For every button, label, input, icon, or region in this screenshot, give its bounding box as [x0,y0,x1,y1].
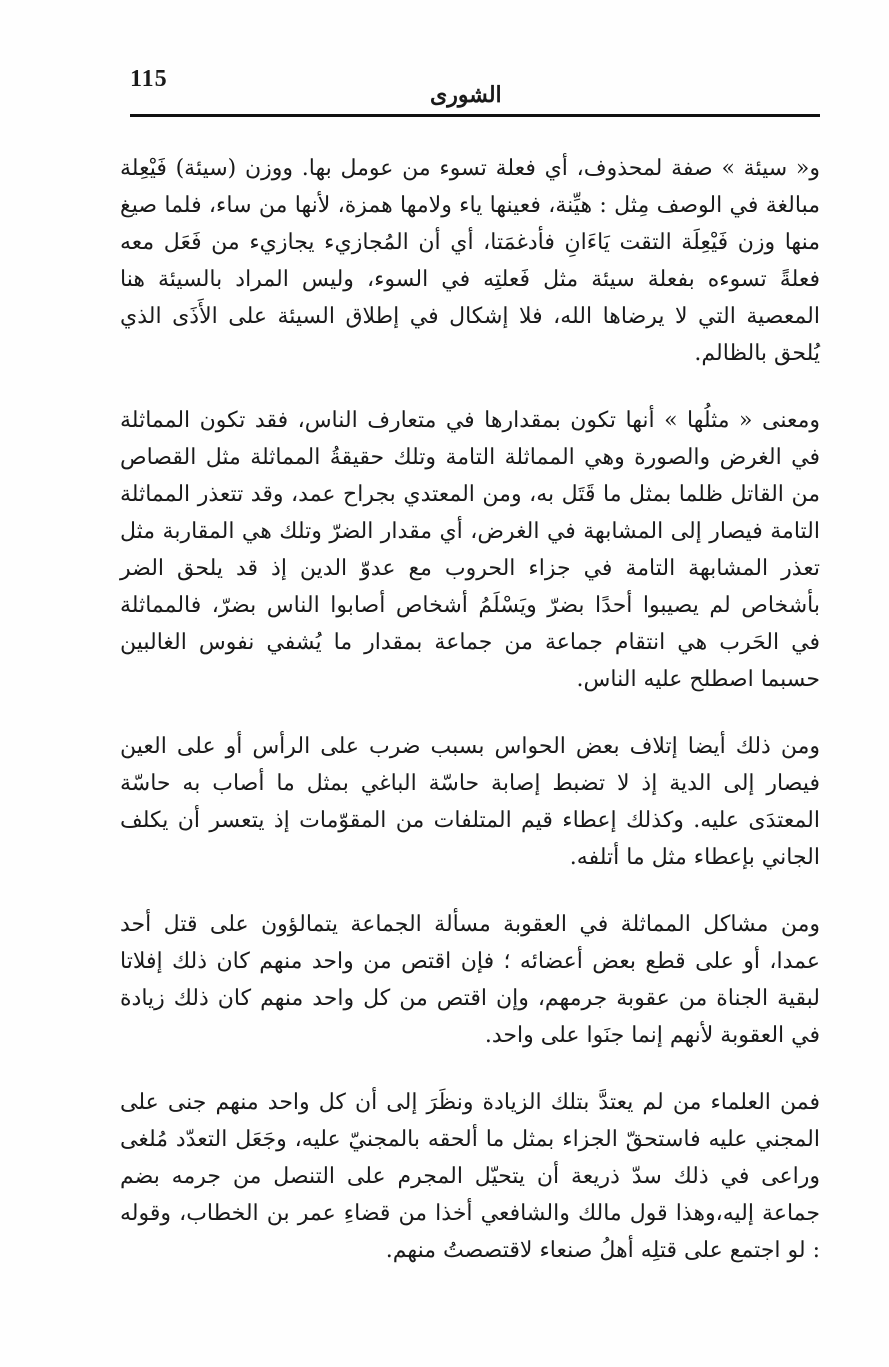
running-title: الشورى [430,82,502,108]
page-body [120,150,820,1299]
paragraph-3: ومن ذلك أيضا إتلاف بعض الحواس بسبب ضرب على الرأس أو على العين فيصار إلى الدية إذ لا تضبط إصابة حاسّة الباغي بمثل ما أصاب به حاسّة المعتدَى عليه. وكذلك إعطاء قيم المتلفات من المقوّمات إذ يتعسر أن يكلف الجاني بإعطاء مثل ما أتلفه. [120,734,820,870]
header-rule [130,114,820,117]
paragraph-1: و« سيئة » صفة لمحذوف، أي فعلة تسوء من عومل بها. ووزن (سيئة) فَيْعِلة مبالغة في الوصف مِثل : هيِّنة، فعينها ياء ولامها همزة، لأنها من ساء، فلما صيغ منها وزن فَيْعِلَة التقت يَاءَانِ فأدغمَتا، أي أن المُجازيء يجازيء من فَعَل معه فعلةً تسوءه بفعلة سيئة مثل فَعلتِه في السوء، وليس المراد بالسيئة هنا المعصية التي لا يرضاها الله، فلا إشكال في إطلاق السيئة على الأَذَى الذي يُلحق بالظالم. [120,156,820,366]
paragraph-5: فمن العلماء من لم يعتدَّ بتلك الزيادة ونظَرَ إلى أن كل واحد منهم جنى على المجني عليه فاستحقّ الجزاء بمثل ما ألحقه بالمجنيّ عليه، وجَعَل التعدّد مُلغى وراعى في ذلك سدّ ذريعة أن يتحيّل المجرم على التنصل من جرمه بضم جماعة إليه،وهذا قول مالك والشافعي أخذا من قضاءِ عمر بن الخطاب، وقوله : لو اجتمع على قتلِه أهلُ صنعاء لاقتصصتُ منهم. [120,1090,820,1263]
page-header [130,60,820,120]
page-number: 115 [130,66,168,92]
paragraph-2: ومعنى « مثلُها » أنها تكون بمقدارها في متعارف الناس، فقد تكون المماثلة في الغرض والصورة وهي المماثلة التامة وتلك حقيقةُ المماثلة مثل القصاص من القاتل ظلما بمثل ما قَتَل به، ومن المعتدي بجراح عمد، وقد تتعذر المماثلة التامة فيصار إلى المشابهة في الغرض، أي مقدار الضرّ وتلك هي المقاربة مثل تعذر المشابهة التامة في جزاء الحروب مع عدوّ الدين إذ قد يلحق الضر بأشخاص لم يصيبوا أحدًا بضرّ ويَسْلَمُ أشخاص أصابوا الناس بضرّ، فالمماثلة في الحَرب هي انتقام جماعة من جماعة بمقدار ما يُشفي نفوس الغالبين حسبما اصطلح عليه الناس. [120,408,820,692]
paragraph-4: ومن مشاكل المماثلة في العقوبة مسألة الجماعة يتمالؤون على قتل أحد عمدا، أو على قطع بعض أعضائه ؛ فإن اقتص من واحد منهم كان ذلك إفلاتا لبقية الجناة من عقوبة جرمهم، وإن اقتص من كل واحد منهم كان ذلك زيادة في العقوبة لأنهم إنما جنَوا على واحد. [120,912,820,1048]
